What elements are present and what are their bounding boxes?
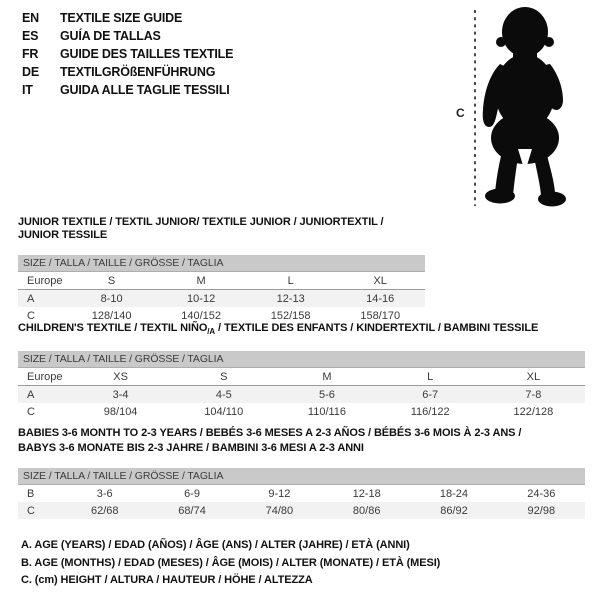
cell: 3-4 (112, 388, 129, 401)
cell: XL (335, 272, 425, 290)
lang-label: GUÍA DE TALLAS (60, 29, 161, 43)
children-title-pre: CHILDREN'S TEXTILE / TEXTIL NIÑO (18, 322, 208, 334)
size-header-bar: SIZE / TALLA / TAILLE / GRÖSSE / TAGLIA (18, 468, 585, 485)
children-textile-section (18, 322, 585, 420)
babies-size-table (18, 485, 585, 519)
cell: 116/122 (410, 405, 450, 418)
cell: 92/98 (527, 504, 556, 517)
figure-measure-label: C (456, 106, 465, 120)
children-title (18, 322, 585, 338)
baby-silhouette-icon (450, 0, 595, 215)
cell: 4-5 (215, 388, 232, 401)
lang-row-fr (22, 45, 233, 63)
children-title-sub: /A (207, 327, 216, 337)
cell: 104/110 (204, 405, 244, 418)
cell: 24-36 (527, 487, 556, 500)
cell: L (246, 272, 336, 290)
lang-code: ES (22, 29, 39, 43)
cell: 122/128 (513, 405, 554, 418)
cell: 140/152 (181, 309, 221, 322)
cell: M (156, 272, 246, 290)
children-title-post: / TEXTILE DES ENFANTS / KINDERTEXTIL / BAMBINI TESSILE (215, 322, 539, 334)
cell: M (275, 368, 378, 386)
legend-line-c: C. (cm) HEIGHT / ALTURA / HAUTEUR / HÖHE / ALTEZZA (21, 574, 313, 586)
lang-code: EN (22, 11, 39, 25)
lang-row-it (22, 81, 233, 99)
junior-textile-section (18, 216, 425, 324)
cell: 62/68 (90, 504, 119, 517)
cell: 3-6 (96, 487, 113, 500)
cell: 152/158 (270, 309, 311, 322)
lang-code: DE (22, 65, 39, 79)
table-row-height (18, 502, 585, 519)
babies-title (18, 426, 585, 456)
row-label: C (27, 405, 35, 418)
table-row-age (18, 290, 425, 308)
lang-row-en (22, 9, 233, 27)
table-row-europe (18, 368, 585, 386)
cell: 128/140 (91, 309, 132, 322)
row-label: Europe (18, 368, 69, 386)
cell: 9-12 (268, 487, 291, 500)
cell: S (67, 272, 157, 290)
babies-textile-section (18, 426, 585, 519)
baby-silhouette-shape (483, 7, 566, 207)
cell: 86/92 (440, 504, 468, 517)
table-row-age (18, 386, 585, 404)
lang-label: GUIDA ALLE TAGLIE TESSILI (60, 83, 230, 97)
cell: 8-10 (100, 292, 123, 305)
cell: 18-24 (439, 487, 469, 500)
table-row-europe (18, 272, 425, 290)
table-row-height (18, 403, 585, 420)
cell: S (172, 368, 275, 386)
row-label: B (27, 487, 35, 500)
junior-title: JUNIOR TEXTILE / TEXTIL JUNIOR/ TEXTILE JUNIOR / JUNIORTEXTIL / JUNIOR TESSILE (18, 216, 384, 241)
cell: 98/104 (103, 405, 138, 418)
legend-line-b: B. AGE (MONTHS) / EDAD (MESES) / ÂGE (MOIS) / ALTER (MONATE) / ETÀ (MESI) (21, 556, 441, 569)
lang-label: TEXTILE SIZE GUIDE (60, 11, 183, 25)
cell: 5-6 (319, 388, 335, 401)
babies-title-line2: BABYS 3-6 MONATE BIS 2-3 JAHRE / BAMBINI 3-6 MESI A 2-3 ANNI (18, 442, 364, 454)
lang-label: GUIDE DES TAILLES TEXTILE (60, 47, 234, 61)
legend-line-a: A. AGE (YEARS) / EDAD (AÑOS) / ÂGE (ANS) / ALTER (JAHRE) / ETÀ (ANNI) (21, 539, 410, 551)
lang-code: FR (22, 47, 39, 61)
row-label: A (27, 292, 35, 305)
cell: 6-9 (184, 487, 200, 500)
row-label: C (27, 504, 35, 517)
size-header-bar: SIZE / TALLA / TAILLE / GRÖSSE / TAGLIA (18, 351, 585, 368)
cell: XL (482, 368, 585, 386)
lang-label: TEXTILGRÖßENFÜHRUNG (60, 65, 216, 79)
size-header-bar: SIZE / TALLA / TAILLE / GRÖSSE / TAGLIA (18, 255, 425, 272)
babies-title-line1: BABIES 3-6 MONTH TO 2-3 YEARS / BEBÉS 3-6 MESES A 2-3 AÑOS / BÉBÉS 3-6 MOIS À 2-3 ANS / (18, 427, 522, 439)
cell: L (379, 368, 482, 386)
cell: 68/74 (178, 504, 206, 517)
children-size-table (18, 368, 585, 420)
lang-row-es (22, 27, 233, 45)
cell: 7-8 (525, 388, 542, 401)
row-label: Europe (18, 272, 67, 290)
lang-row-de (22, 63, 233, 81)
cell: 12-18 (352, 487, 381, 500)
cell: 158/170 (360, 309, 401, 322)
legend (21, 537, 440, 590)
lang-code: IT (22, 83, 33, 97)
cell: 110/116 (307, 405, 347, 418)
row-label: A (27, 388, 35, 401)
table-row-age-months (18, 485, 585, 502)
language-header (22, 9, 233, 99)
cell: 14-16 (366, 292, 395, 305)
row-label: C (27, 309, 35, 322)
cell: XS (69, 368, 172, 386)
cell: 74/80 (265, 504, 294, 517)
junior-size-table (18, 272, 425, 324)
cell: 6-7 (422, 388, 439, 401)
cell: 12-13 (276, 292, 305, 305)
cell: 80/86 (352, 504, 381, 517)
cell: 10-12 (187, 292, 216, 305)
